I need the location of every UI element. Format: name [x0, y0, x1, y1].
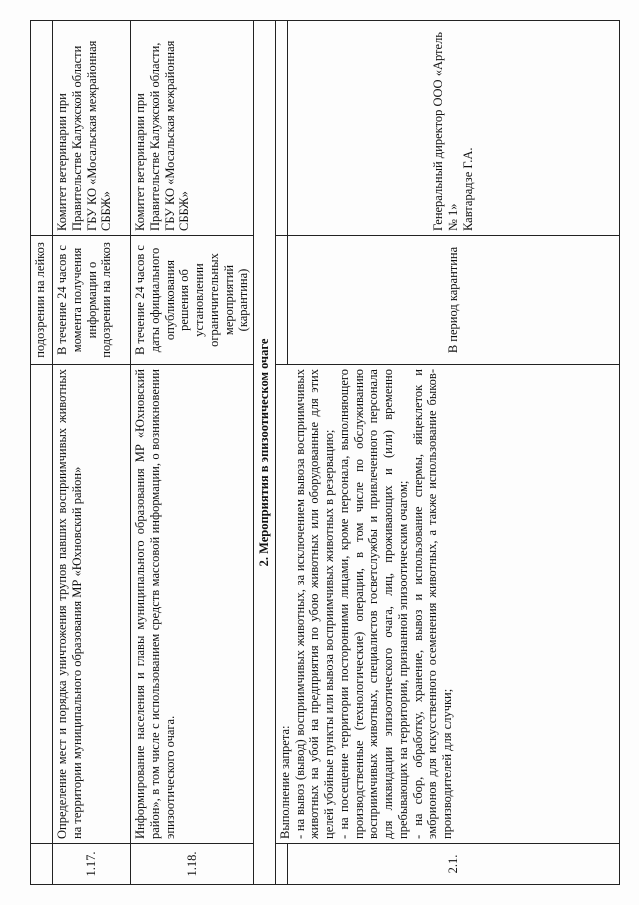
table-row	[131, 21, 254, 885]
term-cell: В течение 24 часов с даты официального опубликования решения об установлении ограничительных мероприятий (карантина)	[131, 236, 254, 365]
responsible-cell	[31, 21, 53, 236]
action-cell	[31, 365, 53, 844]
responsible-cell	[287, 21, 619, 236]
row-number: 2.1.	[287, 844, 619, 885]
action-line: - на вывоз (вывод) восприимчивых животных, за исключением вывоза восприимчивых животных на убой на предприятия по убою животных или оборудованные для этих целей убойные пункты или вывоза восприимчивых животных в резервацию;	[292, 369, 336, 839]
action-line: - на посещение территории посторонними лицами, кроме персонала, выполняющего производственные (технологические) операции, в том числе по обслуживанию восприимчивых животных, специалистов госветслужбы и привлеченного персонала для ликвидации эпизоотического очага, лиц, проживающих и (или) временно пребывающих на территории, признанной эпизоотическим очагом;	[336, 369, 410, 839]
term-cell	[275, 236, 287, 365]
responsible-cell	[131, 21, 254, 236]
table-row	[53, 21, 131, 885]
row-number: 1.17.	[53, 844, 131, 885]
action-cell: Определение мест и порядка уничтожения трупов павших восприимчивых животных на территории муниципального образования МР «Юхновский район»	[53, 365, 131, 844]
responsible-cell	[275, 21, 287, 236]
measures-table	[30, 20, 620, 885]
term-cell: подозрении на лейкоз	[31, 236, 53, 365]
section-title: 2. Мероприятия в эпизоотическом очаге	[254, 21, 276, 885]
action-line: - на сбор, обработку, хранение, вывоз и использование спермы, яйцеклеток и эмбрионов для искусственного осеменения животных, а также использование быков-производителей для случки;	[410, 369, 454, 839]
term-cell: В период карантина	[287, 236, 619, 365]
responsible-line: Генеральный директор ООО «Артель № 1»	[431, 31, 460, 231]
action-cell	[275, 365, 619, 844]
section-header-row	[254, 21, 276, 885]
action-line: Выполнение запрета:	[277, 725, 292, 839]
responsible-line: ГБУ КО «Мосальская межрайонная СББЖ»	[84, 40, 114, 231]
responsible-line: ГБУ КО «Мосальская межрайонная СББЖ»	[162, 40, 192, 231]
responsible-line: Кавтарадзе Г.А.	[460, 147, 475, 231]
table-row	[275, 21, 287, 885]
responsible-cell	[53, 21, 131, 236]
responsible-line: Комитет ветеринарии при Правительстве Калужской области	[55, 45, 84, 231]
row-number	[31, 844, 53, 885]
row-number	[275, 844, 287, 885]
plan-table-sheet	[30, 20, 620, 885]
action-cell: Информирование населения и главы муниципального образования МР «Юхновский район», в том числе с использованием средств массовой информации, о возникновении эпизоотического очага.	[131, 365, 254, 844]
term-cell: В течение 24 часов с момента получения информации о подозрении на лейкоз	[53, 236, 131, 365]
table-row	[31, 21, 53, 885]
responsible-line: Комитет ветеринарии при Правительстве Калужской области,	[133, 42, 162, 231]
row-number: 1.18.	[131, 844, 254, 885]
